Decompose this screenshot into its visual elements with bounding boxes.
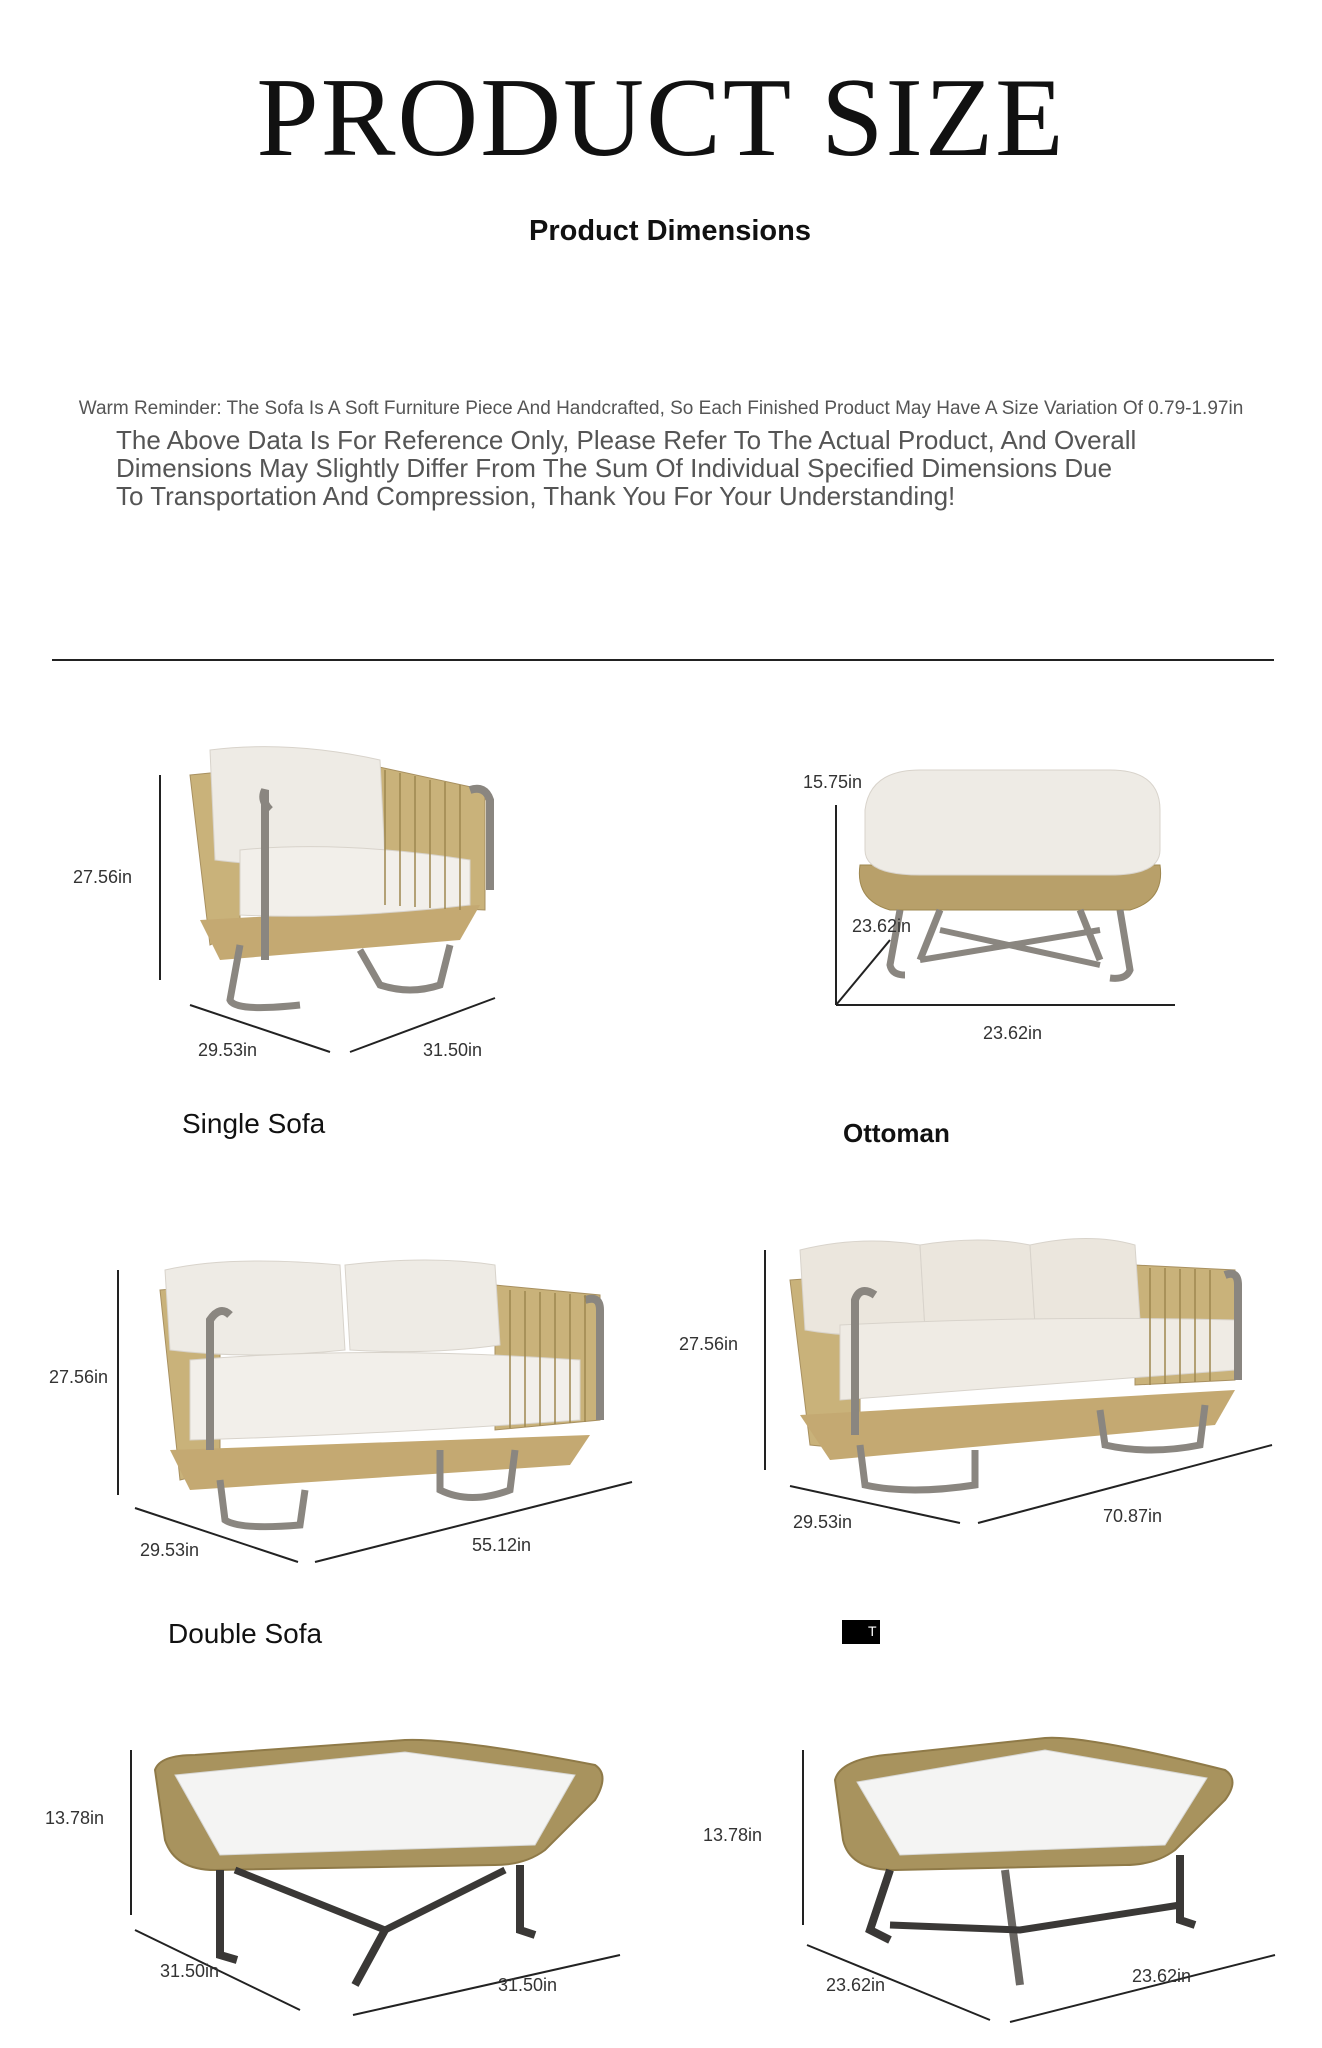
disclaimer-text	[116, 426, 1156, 510]
disclaimer-line: The Above Data Is For Reference Only, Please Refer To The Actual Product, And Overall	[116, 425, 1137, 455]
double-sofa-height: 27.56in	[49, 1367, 109, 1387]
triple-sofa-label-text: T	[868, 1623, 877, 1639]
ottoman-label: Ottoman	[843, 1118, 950, 1148]
divider	[52, 659, 1274, 661]
page-title: PRODUCT SIZE	[256, 56, 1066, 180]
large-table-width: 31.50in	[498, 1975, 558, 1995]
disclaimer-line: To Transportation And Compression, Thank You For Your Understanding!	[116, 481, 956, 511]
large-table-depth: 31.50in	[160, 1961, 220, 1981]
single-sofa-depth: 29.53in	[198, 1040, 258, 1060]
double-sofa-depth: 29.53in	[140, 1540, 200, 1560]
triple-sofa-width: 70.87in	[1103, 1506, 1163, 1526]
small-table-height: 13.78in	[703, 1825, 763, 1845]
ottoman-height: 15.75in	[803, 772, 863, 792]
small-table-image	[795, 1730, 1285, 2045]
single-sofa-image	[140, 730, 520, 1060]
section-subtitle: Product Dimensions	[529, 215, 811, 247]
triple-sofa-image	[760, 1220, 1280, 1560]
triple-sofa-depth: 29.53in	[793, 1512, 853, 1532]
small-table-depth: 23.62in	[826, 1975, 886, 1995]
disclaimer-line: Dimensions May Slightly Differ From The Sum Of Individual Specified Dimensions Due	[116, 453, 1113, 483]
triple-sofa-height: 27.56in	[679, 1334, 739, 1354]
double-sofa-width: 55.12in	[472, 1535, 532, 1555]
ottoman-image	[830, 760, 1190, 1010]
double-sofa-image	[110, 1250, 640, 1570]
ottoman-depth: 23.62in	[852, 916, 912, 936]
large-table-image	[125, 1730, 635, 2040]
ottoman-width: 23.62in	[983, 1023, 1043, 1043]
single-sofa-width: 31.50in	[423, 1040, 483, 1060]
large-table-height: 13.78in	[45, 1808, 105, 1828]
triple-sofa-label	[842, 1620, 880, 1644]
warm-reminder-text: Warm Reminder: The Sofa Is A Soft Furniture Piece And Handcrafted, So Each Finished Product May Have A Size Variation Of 0.79-1.97in	[78, 398, 1244, 419]
double-sofa-label: Double Sofa	[168, 1618, 323, 1649]
single-sofa-label: Single Sofa	[182, 1108, 326, 1139]
single-sofa-height: 27.56in	[73, 867, 133, 887]
small-table-width: 23.62in	[1132, 1966, 1192, 1986]
